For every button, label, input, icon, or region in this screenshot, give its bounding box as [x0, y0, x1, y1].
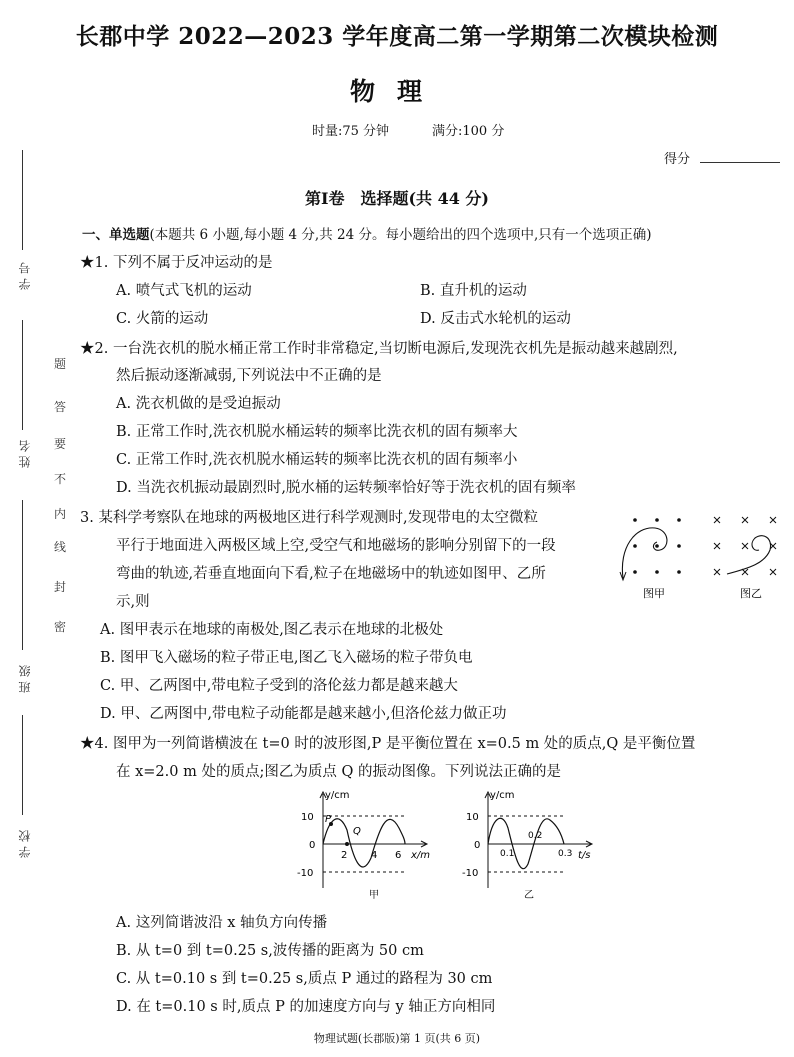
q3-stem-line3: 弯曲的轨迹,若垂直地面向下看,粒子在地磁场中的轨迹如图甲、乙所 — [116, 566, 546, 582]
figure-caption: 乙 — [524, 890, 534, 901]
q4-stem-line2: 在 x=2.0 m 处的质点;图乙为质点 Q 的振动图像。下列说法正确的是 — [116, 764, 561, 780]
q1-stem: ★1. 下列不属于反冲运动的是 — [80, 255, 273, 271]
q3-option-a[interactable]: A. 图甲表示在地球的南极处,图乙表示在地球的北极处 — [100, 622, 444, 638]
q3-figures — [615, 508, 790, 603]
score-blank[interactable] — [700, 162, 780, 163]
q2-option-d[interactable]: D. 当洗衣机振动最剧烈时,脱水桶的运转频率恰好等于洗衣机的固有频率 — [116, 480, 576, 496]
q2-stem-line1: ★2. 一台洗衣机的脱水桶正常工作时非常稳定,当切断电源后,发现洗衣机先是振动越来越剧烈, — [80, 341, 678, 357]
y-tick-pos: 10 — [466, 812, 479, 823]
seal-char: 封 — [54, 580, 67, 594]
part-heading — [82, 225, 652, 245]
origin-label: 0 — [309, 840, 316, 851]
school-label: 学 校 — [18, 830, 32, 858]
y-axis-label: y/cm — [490, 790, 515, 801]
school-line — [22, 715, 23, 815]
q4-option-a[interactable]: A. 这列简谐波沿 x 轴负方向传播 — [116, 915, 328, 931]
p-label: P — [325, 814, 332, 825]
q3-stem-line2: 平行于地面进入两极区域上空,受空气和地磁场的影响分别留下的一段 — [116, 538, 556, 554]
exam-time: 时量:75 分钟 — [312, 124, 390, 139]
seal-char: 密 — [54, 620, 67, 634]
t-tick: 0.1 — [500, 849, 515, 859]
seal-char: 题 — [54, 357, 67, 371]
figure-caption: 甲 — [369, 890, 379, 901]
class-line — [22, 500, 23, 650]
name-label: 姓 名 — [18, 440, 32, 468]
exam-title: 长郡中学 2022—2023 学年度高二第一学期第二次模块检测 — [75, 23, 719, 50]
y-tick-neg: -10 — [462, 868, 479, 879]
q3-option-b[interactable]: B. 图甲飞入磁场的粒子带正电,图乙飞入磁场的粒子带负电 — [100, 650, 473, 666]
part-instruction: (本题共 6 小题,每小题 4 分,共 24 分。每小题给出的四个选项中,只有一个选项正确) — [149, 227, 652, 243]
subject-title: 物理 — [349, 77, 444, 106]
seal-char: 不 — [54, 472, 67, 486]
t-axis-label: t/s — [578, 850, 591, 861]
section-title: 第Ⅰ卷 选择题(共 44 分) — [304, 189, 490, 208]
q1-option-a[interactable]: A. 喷气式飞机的运动 — [116, 283, 252, 299]
seal-char: 要 — [54, 437, 67, 451]
q3-option-d[interactable]: D. 甲、乙两图中,带电粒子动能都是越来越小,但洛伦兹力做正功 — [100, 706, 507, 722]
q2-option-c[interactable]: C. 正常工作时,洗衣机脱水桶运转的频率比洗衣机的固有频率小 — [116, 452, 518, 468]
q1-option-d[interactable]: D. 反击式水轮机的运动 — [420, 311, 571, 327]
q1-option-c[interactable]: C. 火箭的运动 — [116, 311, 209, 327]
q3-stem-line4: 示,则 — [116, 594, 150, 610]
student-no-label: 学 号 — [18, 262, 32, 290]
figure-b-trajectory — [727, 536, 771, 574]
name-line — [22, 320, 23, 430]
y-tick-neg: -10 — [297, 868, 314, 879]
seal-char: 内 — [54, 507, 67, 521]
figure-a-caption: 图甲 — [643, 587, 665, 600]
y-axis-label: y/cm — [325, 790, 350, 801]
page-footer: 物理试题(长郡版)第 1 页(共 6 页) — [313, 1032, 481, 1045]
origin-label: 0 — [474, 840, 481, 851]
q-label: Q — [353, 826, 361, 837]
q2-stem-line2: 然后振动逐渐减弱,下列说法中不正确的是 — [116, 368, 382, 384]
q1-option-b[interactable]: B. 直升机的运动 — [420, 283, 527, 299]
x-tick: 4 — [371, 850, 378, 861]
q2-option-b[interactable]: B. 正常工作时,洗衣机脱水桶运转的频率比洗衣机的固有频率大 — [116, 424, 518, 440]
figure-a-magnetic-field — [633, 518, 681, 574]
class-label: 班 级 — [18, 665, 32, 693]
point-q — [345, 842, 349, 846]
q4-figure-b-vibration-graph — [462, 788, 612, 903]
q4-option-b[interactable]: B. 从 t=0 到 t=0.25 s,波传播的距离为 50 cm — [116, 943, 424, 959]
q4-stem-line1: ★4. 图甲为一列简谐横波在 t=0 时的波形图,P 是平衡位置在 x=0.5 m 处的质点,Q 是平衡位置 — [80, 736, 696, 752]
score-label: 得分 — [664, 152, 691, 167]
x-tick: 6 — [395, 850, 402, 861]
y-tick-pos: 10 — [301, 812, 314, 823]
q2-option-a[interactable]: A. 洗衣机做的是受迫振动 — [116, 396, 281, 412]
figure-b-magnetic-field — [714, 517, 776, 575]
seal-char: 答 — [54, 400, 67, 414]
t-tick: 0.2 — [528, 831, 543, 841]
figure-b-caption: 图乙 — [740, 587, 762, 600]
x-tick: 2 — [341, 850, 348, 861]
wave-curve — [323, 819, 405, 867]
q3-stem-line1: 3. 某科学考察队在地球的两极地区进行科学观测时,发现带电的太空微粒 — [80, 510, 539, 526]
q4-figure-a-wave-graph — [295, 788, 445, 903]
full-score: 满分:100 分 — [432, 124, 505, 139]
figure-a-trajectory — [622, 528, 667, 578]
part-heading-label: 一、单选题 — [82, 227, 150, 243]
q4-option-c[interactable]: C. 从 t=0.10 s 到 t=0.25 s,质点 P 通过的路程为 30 cm — [116, 971, 493, 987]
q4-option-d[interactable]: D. 在 t=0.10 s 时,质点 P 的加速度方向与 y 轴正方向相同 — [116, 999, 496, 1015]
seal-char: 线 — [54, 540, 67, 554]
x-axis-label: x/m — [411, 850, 431, 861]
vibration-curve — [488, 818, 564, 868]
t-tick: 0.3 — [558, 849, 573, 859]
q3-option-c[interactable]: C. 甲、乙两图中,带电粒子受到的洛伦兹力都是越来越大 — [100, 678, 458, 694]
